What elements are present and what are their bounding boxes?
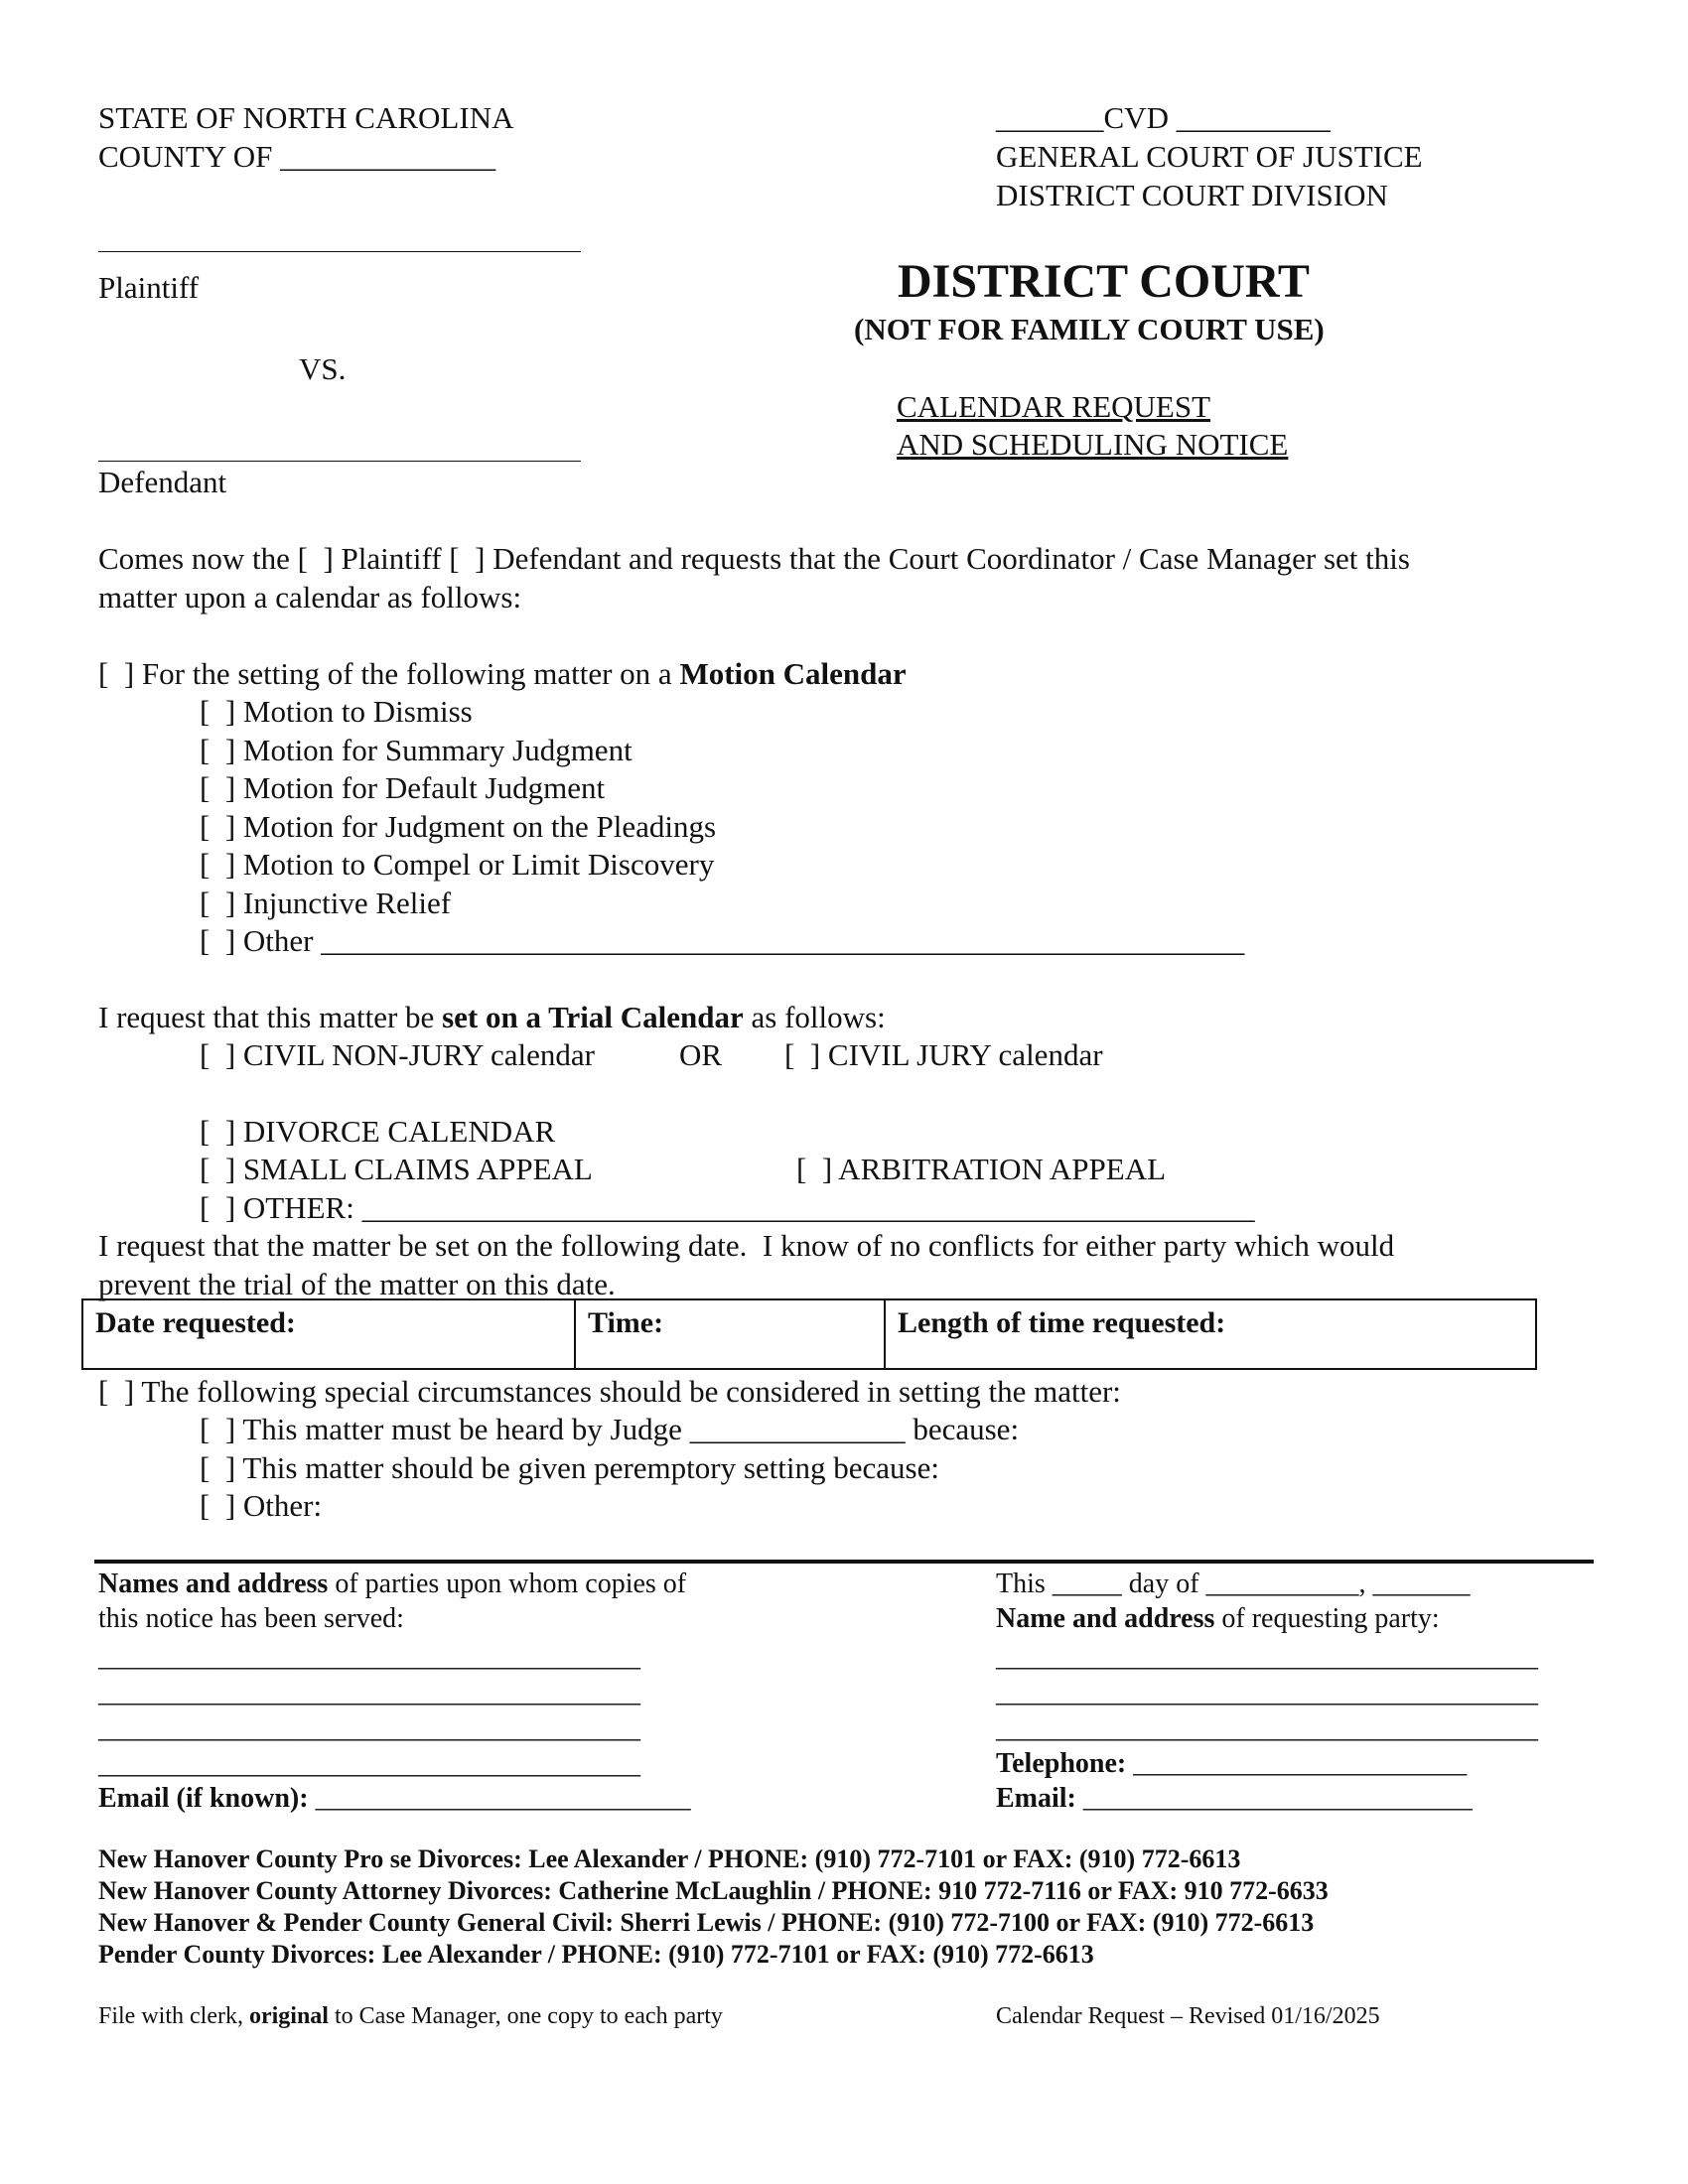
motion-item[interactable]: [ ] Motion for Summary Judgment (200, 733, 633, 767)
versus-label: VS. (299, 351, 347, 386)
served-heading-bold: Names and address (98, 1569, 329, 1599)
served-address-line[interactable]: _______________________________________ (98, 1678, 640, 1708)
motion-item[interactable]: [ ] Injunctive Relief (200, 886, 452, 920)
divorce-calendar-option[interactable]: [ ] DIVORCE CALENDAR (200, 1114, 556, 1149)
filing-instructions (98, 2001, 723, 2031)
requesting-address-line[interactable]: _______________________________________ (996, 1713, 1538, 1744)
special-item-other[interactable]: [ ] Other: (200, 1488, 323, 1523)
motion-calendar-prefix: [ ] For the setting of the following matter on a (98, 656, 680, 691)
intro-line-1: Comes now the [ ] Plaintiff [ ] Defendant and requests that the Court Coordinator / Case Manager set this (98, 541, 1410, 576)
notice-title-line-1: CALENDAR REQUEST (897, 389, 1211, 424)
cvd-file-number[interactable]: _______CVD __________ (996, 100, 1331, 135)
requesting-address-line[interactable]: _______________________________________ (996, 1642, 1538, 1673)
requesting-party-heading (996, 1602, 1440, 1636)
civil-jury-option[interactable]: [ ] CIVIL JURY calendar (784, 1037, 1103, 1072)
defendant-label: Defendant (98, 465, 227, 499)
trial-bold: set on a Trial Calendar (442, 1000, 744, 1034)
served-heading-rest: of parties upon whom copies of (328, 1569, 687, 1599)
trial-calendar-request (98, 999, 886, 1036)
requesting-email-field[interactable] (996, 1781, 1473, 1817)
form-revision: Calendar Request – Revised 01/16/2025 (996, 2003, 1380, 2029)
filing-bold: original (248, 2003, 329, 2029)
trial-other-option[interactable]: [ ] OTHER: __________________________________________________________ (200, 1190, 1255, 1225)
civil-non-jury-option[interactable]: [ ] CIVIL NON-JURY calendar (200, 1037, 596, 1072)
contact-line: New Hanover & Pender County General Civil: Sherri Lewis / PHONE: (910) 772-7100 or FAX: (910) 772-6613 (98, 1908, 1315, 1937)
small-claims-appeal-option[interactable]: [ ] SMALL CLAIMS APPEAL (200, 1152, 593, 1186)
served-address-line[interactable]: _______________________________________ (98, 1749, 640, 1780)
motion-item[interactable]: [ ] Motion for Default Judgment (200, 770, 606, 805)
county-line[interactable] (98, 138, 495, 176)
motion-calendar-bold: Motion Calendar (679, 656, 907, 691)
notice-title-line-2: AND SCHEDULING NOTICE (897, 427, 1289, 462)
page-title: DISTRICT COURT (898, 255, 1310, 308)
date-request-line-1: I request that the matter be set on the following date. I know of no conflicts for either party which would (98, 1228, 1395, 1263)
filing-prefix: File with clerk, (98, 2003, 249, 2029)
section-divider (94, 1560, 1594, 1564)
length-of-time-cell[interactable]: Length of time requested: (885, 1299, 1536, 1369)
court-line-1: GENERAL COURT OF JUSTICE (996, 139, 1423, 174)
served-address-line[interactable]: _______________________________________ (98, 1642, 640, 1673)
date-request-table (81, 1298, 1537, 1370)
state-label: STATE OF NORTH CAROLINA (98, 100, 514, 135)
served-address-line[interactable]: _______________________________________ (98, 1713, 640, 1744)
served-email-blank[interactable]: ___________________________ (308, 1783, 691, 1814)
requesting-heading-bold: Name and address (996, 1603, 1215, 1634)
telephone-field[interactable] (996, 1746, 1467, 1782)
motion-item[interactable]: [ ] Motion to Dismiss (200, 694, 473, 729)
trial-suffix: as follows: (743, 1000, 886, 1034)
contact-line: New Hanover County Pro se Divorces: Lee Alexander / PHONE: (910) 772-7101 or FAX: (910) 772-6613 (98, 1844, 1241, 1873)
contact-line: Pender County Divorces: Lee Alexander / PHONE: (910) 772-7101 or FAX: (910) 772-6613 (98, 1940, 1094, 1969)
defendant-name-line[interactable] (98, 461, 581, 462)
served-email-field[interactable] (98, 1781, 691, 1817)
requesting-email-label: Email: (996, 1783, 1076, 1814)
intro-line-2: matter upon a calendar as follows: (98, 580, 522, 614)
date-requested-cell[interactable]: Date requested: (82, 1299, 575, 1369)
served-email-label: Email (if known): (98, 1783, 309, 1814)
requesting-email-blank[interactable]: ____________________________ (1075, 1783, 1473, 1814)
telephone-label: Telephone: (996, 1748, 1127, 1779)
date-signed-line[interactable]: This _____ day of ___________, _______ (996, 1569, 1471, 1599)
page-subtitle: (NOT FOR FAMILY COURT USE) (854, 312, 1325, 346)
trial-prefix: I request that this matter be (98, 1000, 443, 1034)
contact-line: New Hanover County Attorney Divorces: Catherine McLaughlin / PHONE: 910 772-7116 or FAX: 910 772-6633 (98, 1876, 1329, 1905)
arbitration-appeal-option[interactable]: [ ] ARBITRATION APPEAL (796, 1152, 1167, 1186)
special-circumstances-option[interactable]: [ ] The following special circumstances should be considered in setting the matter: (98, 1374, 1121, 1409)
served-parties-heading-2: this notice has been served: (98, 1603, 404, 1634)
special-item-judge[interactable]: [ ] This matter must be heard by Judge ______________ because: (200, 1412, 1020, 1446)
motion-item[interactable]: [ ] Motion to Compel or Limit Discovery (200, 847, 715, 882)
time-cell[interactable]: Time: (575, 1299, 885, 1369)
plaintiff-name-line[interactable] (98, 251, 581, 252)
motion-item[interactable]: [ ] Motion for Judgment on the Pleadings (200, 809, 717, 844)
requesting-heading-rest: of requesting party: (1214, 1603, 1440, 1634)
special-item-peremptory[interactable]: [ ] This matter should be given peremptory setting because: (200, 1450, 939, 1485)
county-label: COUNTY OF (98, 139, 273, 174)
served-parties-heading (98, 1568, 686, 1601)
telephone-blank[interactable]: ________________________ (1126, 1748, 1468, 1779)
court-line-2: DISTRICT COURT DIVISION (996, 178, 1388, 212)
requesting-address-line[interactable]: _______________________________________ (996, 1678, 1538, 1708)
county-blank[interactable]: ______________ (280, 139, 496, 174)
date-request-line-2: prevent the trial of the matter on this date. (98, 1267, 616, 1301)
or-label: OR (679, 1037, 723, 1072)
motion-calendar-option[interactable] (98, 655, 907, 693)
motion-item-other[interactable]: [ ] Other ____________________________________________________________ (200, 923, 1245, 958)
plaintiff-label: Plaintiff (98, 270, 200, 305)
filing-suffix: to Case Manager, one copy to each party (328, 2003, 723, 2029)
